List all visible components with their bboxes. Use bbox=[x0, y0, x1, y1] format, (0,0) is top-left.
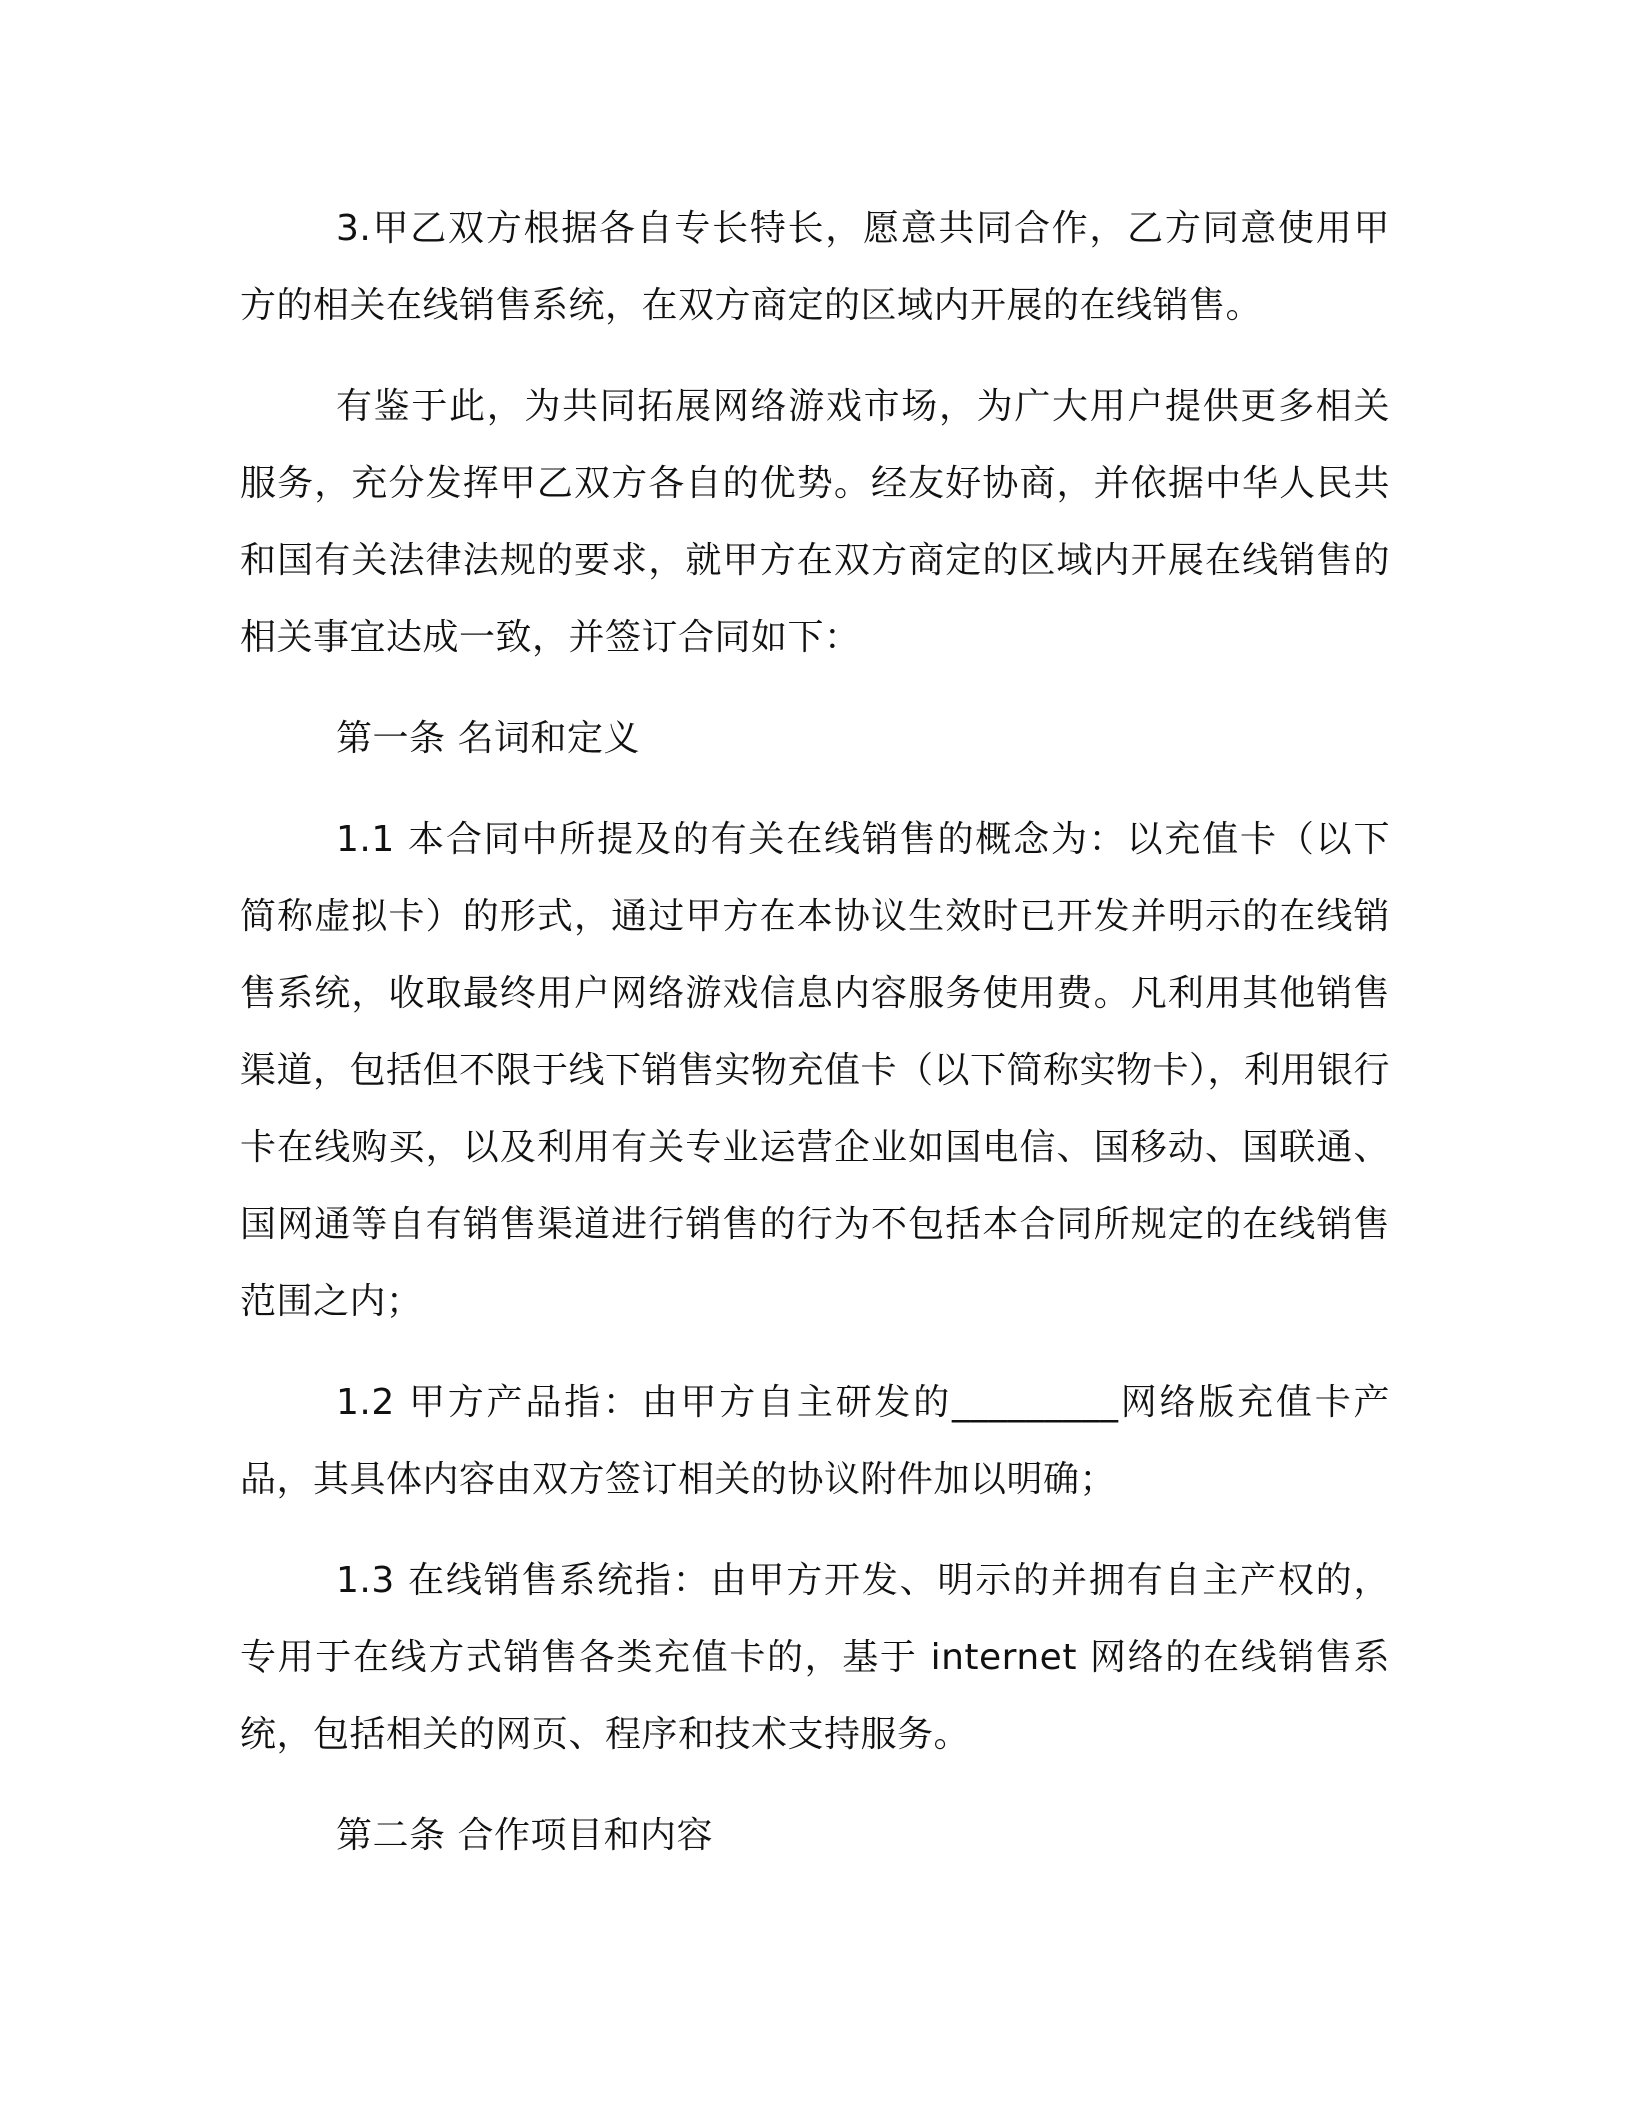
paragraph-clause-3: 3.甲乙双方根据各自专长特长，愿意共同合作，乙方同意使用甲方的相关在线销售系统，在双方商定的区域内开展的在线销售。 bbox=[240, 208, 1390, 326]
paragraph-clause-1-2: 1.2 甲方产品指：由甲方自主研发的_________网络版充值卡产品，其具体内容由双方签订相关的协议附件加以明确； bbox=[240, 1382, 1390, 1500]
section-heading-article-2: 第二条 合作项目和内容 bbox=[336, 1815, 713, 1856]
document-body bbox=[240, 190, 1390, 1898]
paragraph-clause-1-1: 1.1 本合同中所提及的有关在线销售的概念为：以充值卡（以下简称虚拟卡）的形式，通过甲方在本协议生效时已开发并明示的在线销售系统，收取最终用户网络游戏信息内容服务使用费。凡利用其他销售渠道，包括但不限于线下销售实物充值卡（以下简称实物卡），利用银行卡在线购买，以及利用有关专业运营企业如国电信、国移动、国联通、国网通等自有销售渠道进行销售的行为不包括本合同所规定的在线销售范围之内； bbox=[240, 819, 1391, 1322]
section-heading-article-1: 第一条 名词和定义 bbox=[336, 718, 640, 759]
paragraph-clause-1-3: 1.3 在线销售系统指：由甲方开发、明示的并拥有自主产权的，专用于在线方式销售各类充值卡的，基于 internet 网络的在线销售系统，包括相关的网页、程序和技术支持服务。 bbox=[240, 1560, 1390, 1755]
paragraph-preamble: 有鉴于此，为共同拓展网络游戏市场，为广大用户提供更多相关服务，充分发挥甲乙双方各自的优势。经友好协商，并依据中华人民共和国有关法律法规的要求，就甲方在双方商定的区域内开展在线销售的相关事宜达成一致，并签订合同如下： bbox=[240, 386, 1390, 658]
